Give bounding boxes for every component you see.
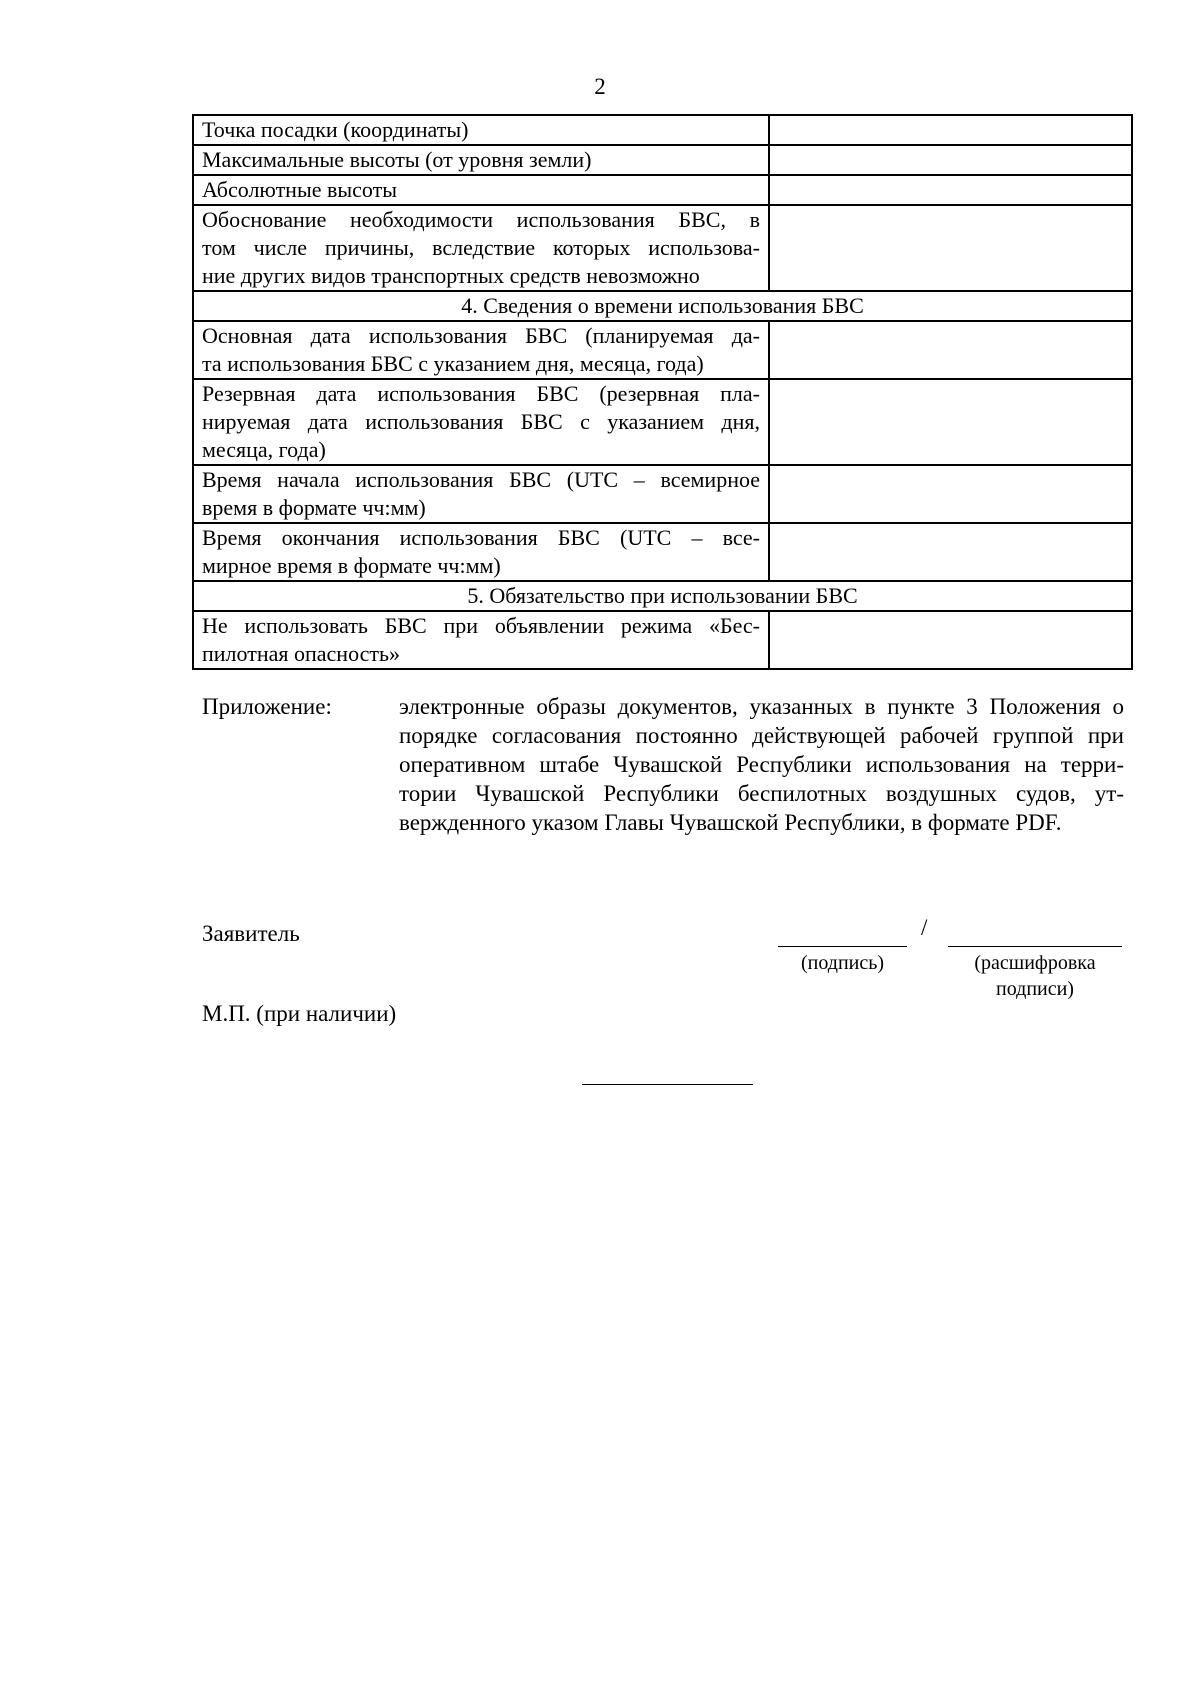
field-label-line: Не использовать БВС при объявлении режима «Бес- xyxy=(202,613,760,638)
field-label-line: Абсолютные высоты xyxy=(202,177,398,202)
decode-caption-line: (расшифровка xyxy=(974,952,1096,974)
application-form-table xyxy=(192,114,1133,670)
field-label-line: том числе причины, вследствие которых использова- xyxy=(202,235,760,260)
appendix-line: порядке согласования постоянно действующей рабочей группой при xyxy=(399,723,1124,748)
table-row xyxy=(193,465,1132,523)
field-value xyxy=(769,145,1132,175)
table-row xyxy=(193,523,1132,581)
decode-caption-line: подписи) xyxy=(996,978,1074,1000)
section-header-row xyxy=(193,581,1132,611)
field-label xyxy=(193,205,769,291)
table-row xyxy=(193,379,1132,465)
decode-caption xyxy=(948,950,1122,1002)
signature-caption: (подпись) xyxy=(800,952,885,974)
decode-line xyxy=(948,946,1122,947)
table-row xyxy=(193,145,1132,175)
applicant-label: Заявитель xyxy=(202,921,300,946)
field-value xyxy=(769,175,1132,205)
table-row xyxy=(193,611,1132,669)
field-label xyxy=(193,115,769,145)
field-label-line: Время начала использования БВС (UTC – всемирное xyxy=(202,467,760,492)
field-label-line: Максимальные высоты (от уровня земли) xyxy=(202,147,592,172)
field-label-line: пилотная опасность» xyxy=(202,641,401,666)
field-value xyxy=(769,115,1132,145)
field-value xyxy=(769,523,1132,581)
appendix-label: Приложение: xyxy=(202,694,332,719)
signature-line xyxy=(778,946,907,947)
field-label xyxy=(193,321,769,379)
appendix-line: оперативном штабе Чувашской Республики использования на терри- xyxy=(399,752,1124,777)
field-value xyxy=(769,321,1132,379)
table-row xyxy=(193,115,1132,145)
appendix-line: тории Чувашской Республики беспилотных воздушных судов, ут- xyxy=(399,781,1124,806)
field-label-line: время в формате чч:мм) xyxy=(202,495,426,520)
field-label xyxy=(193,465,769,523)
field-label-line: Обоснование необходимости использования БВС, в xyxy=(202,207,760,232)
section-title: 4. Сведения о времени использования БВС xyxy=(193,291,1132,321)
signature-separator: / xyxy=(921,915,928,940)
field-label xyxy=(193,523,769,581)
appendix-text xyxy=(399,692,1124,837)
field-value xyxy=(769,611,1132,669)
appendix-line: вержденного указом Главы Чувашской Республики, в формате PDF. xyxy=(399,810,1062,835)
field-label-line: Резервная дата использования БВС (резервная пла- xyxy=(202,381,760,406)
table-row xyxy=(193,321,1132,379)
field-label-line: месяца, года) xyxy=(202,437,326,462)
field-value xyxy=(769,379,1132,465)
field-label xyxy=(193,379,769,465)
table-row xyxy=(193,205,1132,291)
field-label-line: нируемая дата использования БВС с указанием дня, xyxy=(202,409,760,434)
field-label-line: мирное время в формате чч:мм) xyxy=(202,553,501,578)
field-label-line: ние других видов транспортных средств невозможно xyxy=(202,263,700,288)
field-label xyxy=(193,145,769,175)
field-value xyxy=(769,465,1132,523)
end-rule xyxy=(582,1084,753,1085)
section-title: 5. Обязательство при использовании БВС xyxy=(193,581,1132,611)
field-label xyxy=(193,175,769,205)
field-label-line: Точка посадки (координаты) xyxy=(202,117,469,142)
stamp-label: М.П. (при наличии) xyxy=(202,1001,397,1026)
field-label-line: та использования БВС с указанием дня, месяца, года) xyxy=(202,351,704,376)
appendix-line: электронные образы документов, указанных в пункте 3 Положения о xyxy=(399,694,1124,719)
field-label-line: Время окончания использования БВС (UTC – все- xyxy=(202,525,760,550)
table-row xyxy=(193,175,1132,205)
section-header-row xyxy=(193,291,1132,321)
field-label-line: Основная дата использования БВС (планируемая да- xyxy=(202,323,760,348)
field-label xyxy=(193,611,769,669)
page-number: 2 xyxy=(594,74,606,99)
field-value xyxy=(769,205,1132,291)
